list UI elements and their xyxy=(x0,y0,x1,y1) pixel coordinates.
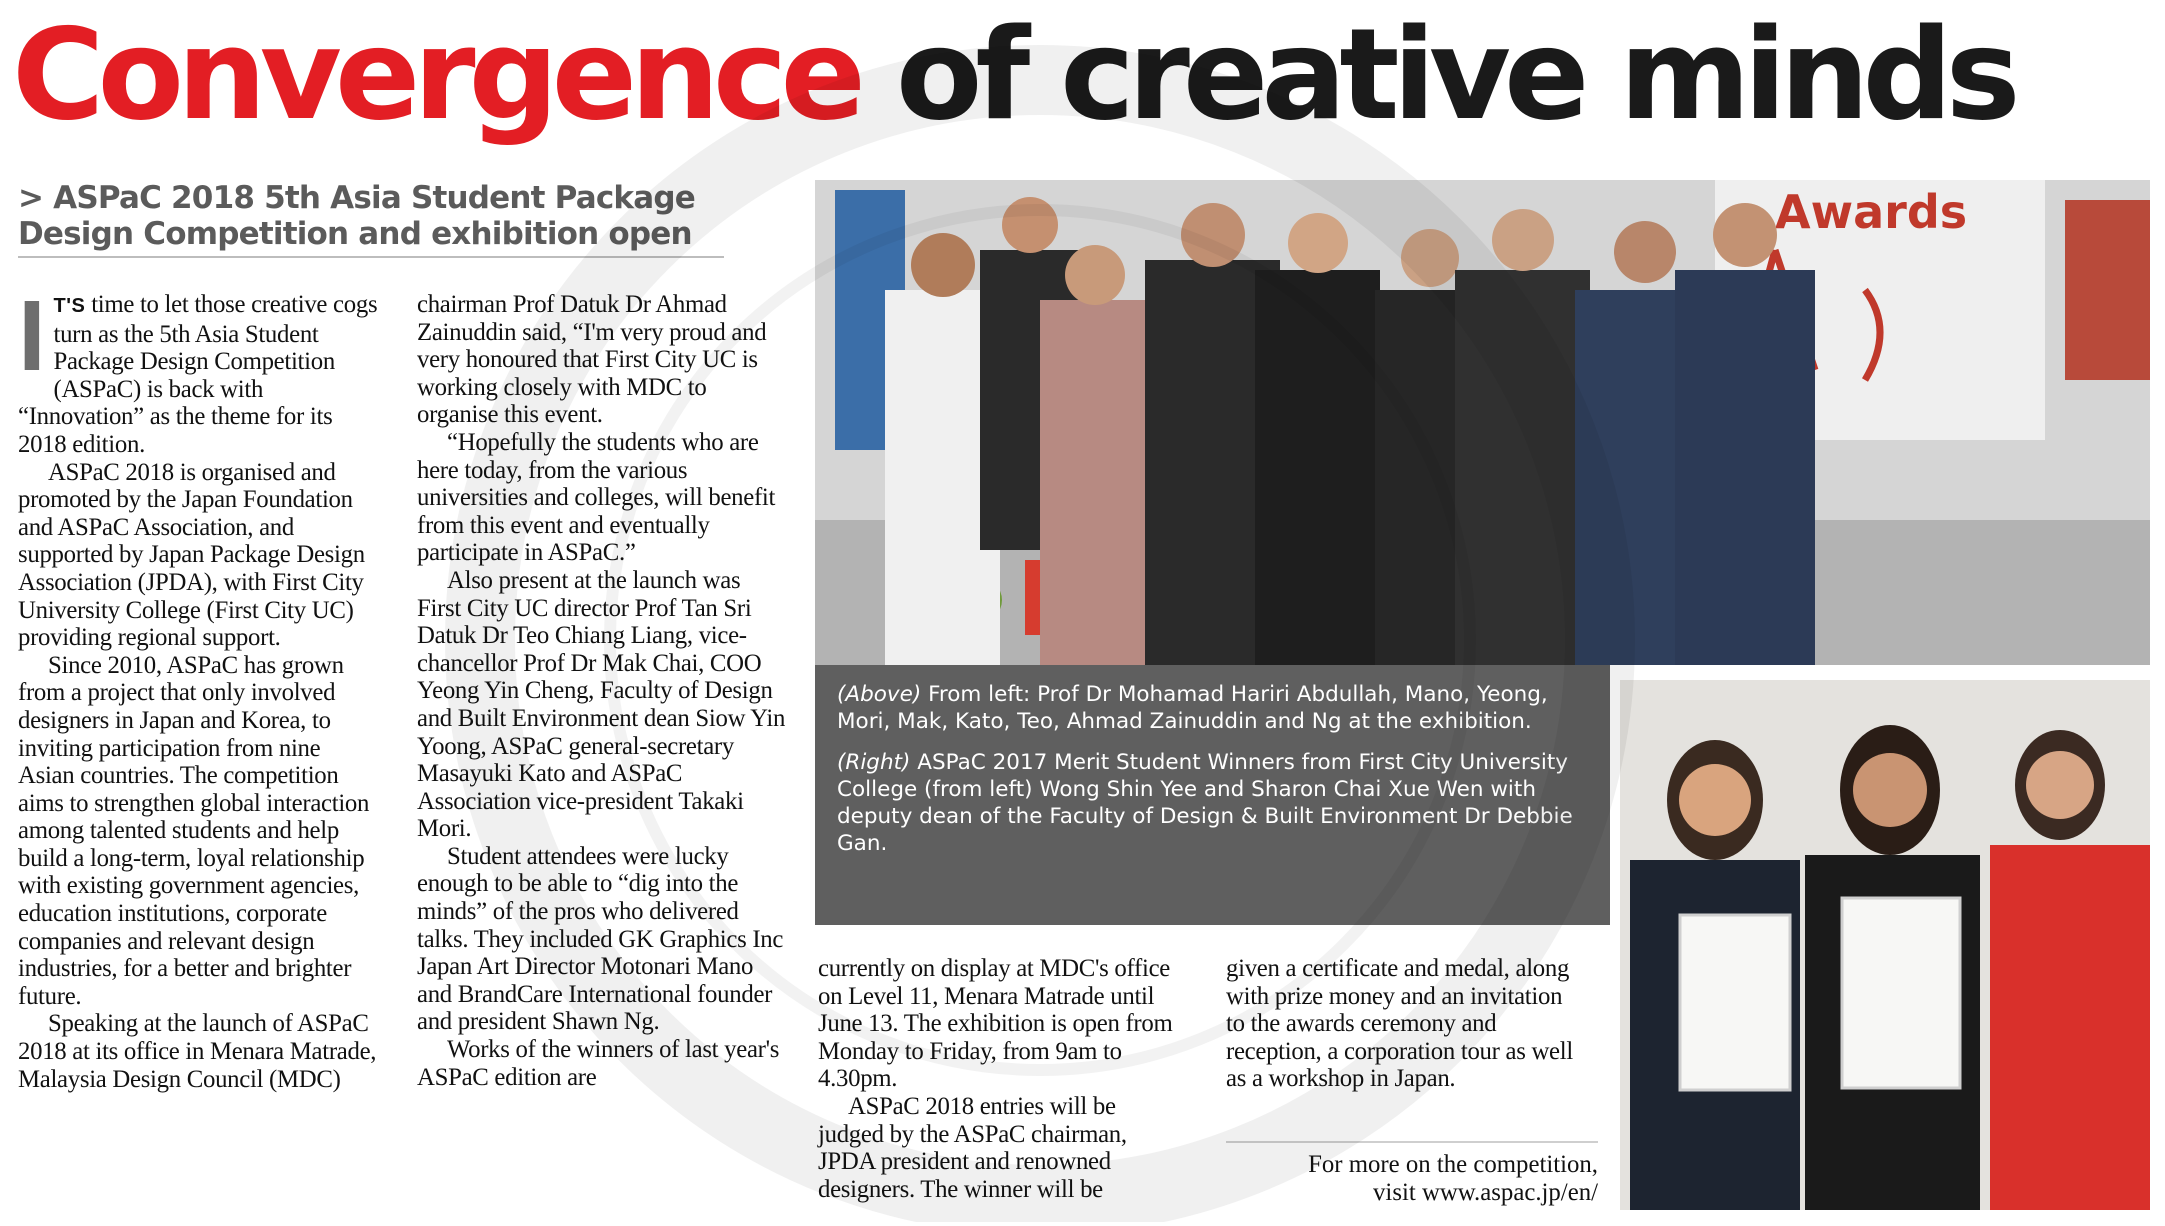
headline-black: of creative minds xyxy=(858,1,2014,148)
paragraph: Works of the winners of last year's ASPaC edition are xyxy=(417,1036,780,1091)
paragraph: “Hopefully the students who are here today, from the various universities and colleges, will benefit from this event and eventually participate in ASPaC.” xyxy=(417,428,776,567)
lead-text: time to let those creative cogs turn as the 5th Asia Student Package Design Competition (ASPaC) is back with “Innovation” as the theme for its 2018 edition. xyxy=(18,291,378,458)
subhead-line-2: Design Competition and exhibition open xyxy=(18,216,692,252)
caption-right-label: (Right) xyxy=(837,750,911,775)
paragraph: given a certificate and medal, along with prize money and an invitation to the awards ceremony and reception, a corporation tour as well as a workshop in Japan. xyxy=(1226,955,1573,1093)
caption-above-label: (Above) xyxy=(837,682,922,707)
paragraph: ASPaC 2018 is organised and promoted by the Japan Foundation and ASPaC Association, and supported by Japan Package Design Association (JPDA), with First City University College (First City UC) providing regional support. xyxy=(18,458,365,652)
paragraph: Student attendees were lucky enough to be able to “dig into the minds” of the pros who delivered talks. They included GK Graphics Inc Japan Art Director Motonari Mano and BrandCare International founder and president Shawn Ng. xyxy=(417,842,784,1036)
drop-cap-tail: T'S xyxy=(53,295,86,317)
more-info-line-1: For more on the competition, xyxy=(1308,1151,1598,1178)
drop-cap: I xyxy=(18,280,46,392)
paragraph: Since 2010, ASPaC has grown from a project that only involved designers in Japan and Korea, to inviting participation from nine Asian countries. The competition aims to strengthen global interaction among talented students and help build a long-term, loyal relationship with existing government agencies, education institutions, corporate companies and relevant design industries, for a better and brighter future. xyxy=(18,651,370,1010)
caption-right-text: ASPaC 2017 Merit Student Winners from First City University College (from left) Wong Shin Yee and Sharon Chai Xue Wen with deputy dean of the Faculty of Design & Built Environment Dr Debbie Gan. xyxy=(837,750,1573,856)
paragraph: Speaking at the launch of ASPaC 2018 at its office in Menara Matrade, Malaysia Design Council (MDC) xyxy=(18,1010,377,1093)
caption-above-text: From left: Prof Dr Mohamad Hariri Abdullah, Mano, Yeong, Mori, Mak, Kato, Teo, Ahmad Zainuddin and Ng at the exhibition. xyxy=(837,682,1548,734)
paragraph: ASPaC 2018 entries will be judged by the ASPaC chairman, JPDA president and renowned designers. The winner will be xyxy=(818,1092,1127,1203)
paragraph: currently on display at MDC's office on Level 11, Menara Matrade until June 13. The exhibition is open from Monday to Friday, from 9am to 4.30pm. xyxy=(818,955,1173,1093)
subhead-line-1: > ASPaC 2018 5th Asia Student Package xyxy=(18,180,695,216)
more-info-url: visit www.aspac.jp/en/ xyxy=(1373,1179,1598,1206)
paragraph: Also present at the launch was First City UC director Prof Tan Sri Datuk Dr Teo Chiang Liang, vice-chancellor Prof Dr Mak Chai, COO Yeong Yin Cheng, Faculty of Design and Built Environment dean Siow Yin Yoong, ASPaC general-secretary Masayuki Kato and ASPaC Association vice-president Takaki Mori. xyxy=(417,566,786,843)
paragraph: chairman Prof Datuk Dr Ahmad Zainuddin said, “I'm very proud and very honoured that First City UC is working closely with MDC to organise this event. xyxy=(417,291,767,429)
headline-red: Convergence xyxy=(12,1,859,148)
awards-backdrop-text: Awards xyxy=(1775,185,1968,239)
